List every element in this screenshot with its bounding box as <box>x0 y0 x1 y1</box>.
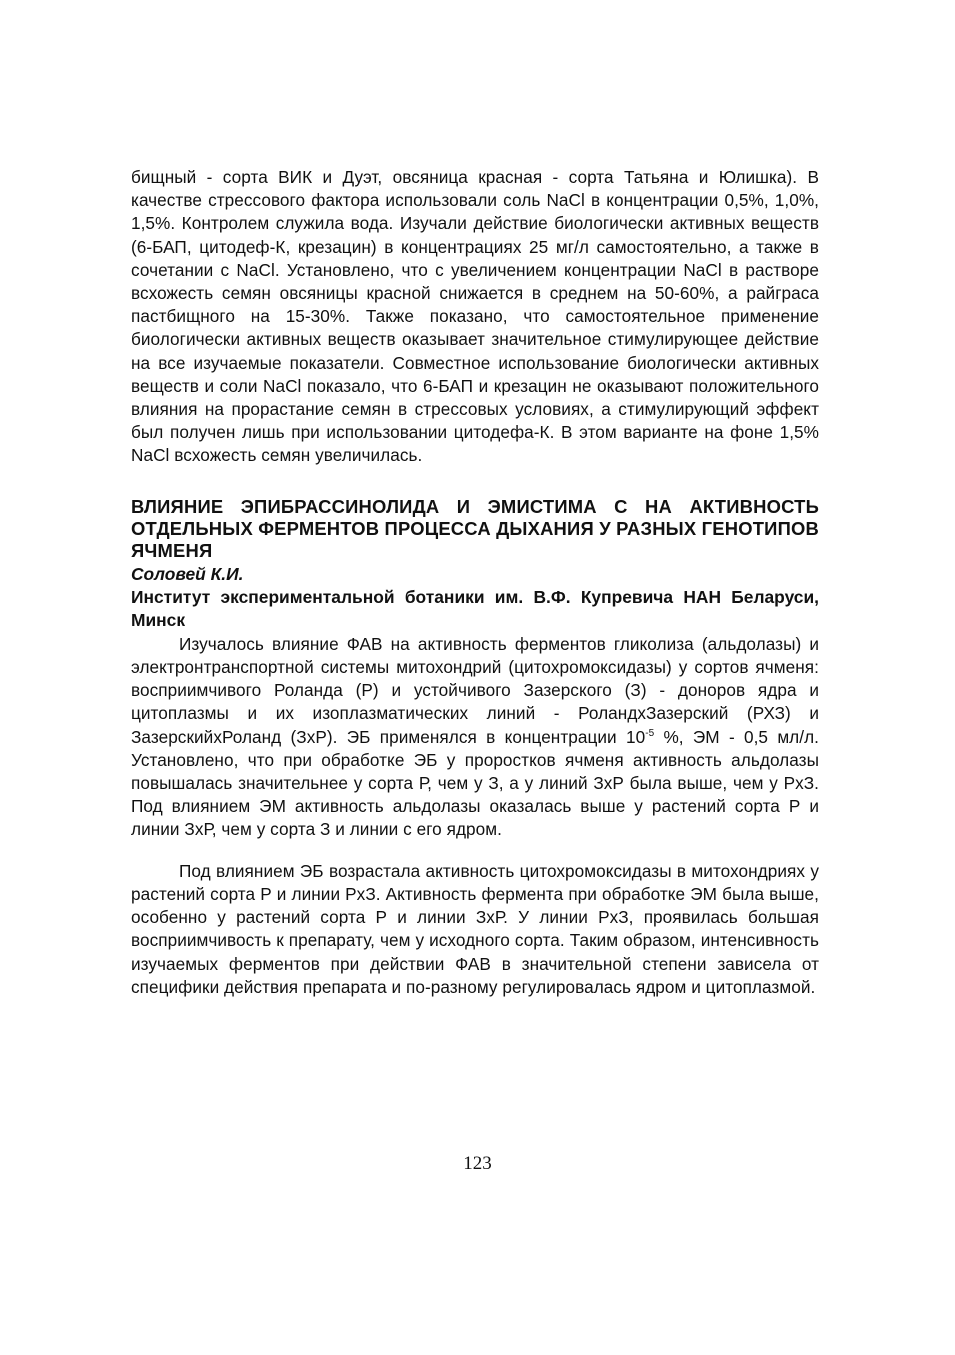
article-paragraph-1 <box>131 633 819 842</box>
paragraph-gap <box>131 842 819 860</box>
exponent: -5 <box>645 727 655 739</box>
paragraph-1-text-a: Изучалось влияние ФАВ на активность ферментов гликолиза (альдолазы) и электронтранспортной системы митохондрий (цитохромоксидазы) у сортов ячменя: восприимчивого Роланда (Р) и устойчивого Зазерского (З) - доноров ядра и цитоплазмы и их изоплазматических линий - РоландхЗазерский (РХЗ) и ЗазерскийхРоланд (ЗхР). ЭБ применялся в концентрации 10 <box>131 633 819 747</box>
article-affiliation: Институт экспериментальной ботаники им. В.Ф. Купревича НАН Беларуси, Минск <box>131 586 819 630</box>
article-title: ВЛИЯНИЕ ЭПИБРАССИНОЛИДА И ЭМИСТИМА С НА АКТИВНОСТЬ ОТДЕЛЬНЫХ ФЕРМЕНТОВ ПРОЦЕССА ДЫХАНИЯ У РАЗНЫХ ГЕНОТИПОВ ЯЧМЕНЯ <box>131 495 819 562</box>
article-paragraph-2: Под влиянием ЭБ возрастала активность цитохромоксидазы в митохондриях у растений сорта Р и линии РхЗ. Активность фермента при обработке ЭМ была выше, особенно у растений сорта Р и линии ЗхР. У линии РхЗ, проявилась большая восприимчивость к препарату, чем у исходного сорта. Таким образом, интенсивность изучаемых ферментов при действии ФАВ в значительной степени зависела от специфики действия препарата и по-разному регулировалась ядром и цитоплазмой. <box>131 860 819 997</box>
article-author: Соловей К.И. <box>131 563 244 584</box>
paragraph-1-text-b: %, ЭМ - 0,5 мл/л. Установлено, что при обработке ЭБ у проростков ячменя активность альдолазы повышалась значительнее у сорта Р, чем у З, а у линий ЗхР была выше, чем у РхЗ. Под влиянием ЭМ активность альдолазы оказалась выше у растений сорта Р и линии ЗхР, чем у сорта З и линии с его ядром. <box>131 726 819 840</box>
paragraph-continuation: бищный - сорта ВИК и Дуэт, овсяница красная - сорта Татьяна и Юлишка). В качестве стрессового фактора использовали соль NaCl в концентрации 0,5%, 1,0%, 1,5%. Контролем служила вода. Изучали действие биологически активных веществ (6-БАП, цитодеф-К, крезацин) в концентрациях 25 мг/л самостоятельно, а также в сочетании с NaCl. Установлено, что с увеличением концентрации NaCl в растворе всхожесть семян овсяницы красной снижается в среднем на 50-60%, а райграса пастбищного на 15-30%. Также показано, что самостоятельное применение биологически активных веществ оказывает значительное стимулирующее действие на все изучаемые показатели. Совместное использование биологически активных веществ и соли NaCl показало, что 6-БАП и крезацин не оказывают положительного влияния на прорастание семян в стрессовых условиях, а стимулирующий эффект был получен лишь при использовании цитодефа-К. В этом варианте на фоне 1,5% NaCl всхожесть семян увеличилась. <box>131 167 819 466</box>
page-content <box>131 166 819 999</box>
page-number: 123 <box>463 1153 492 1174</box>
